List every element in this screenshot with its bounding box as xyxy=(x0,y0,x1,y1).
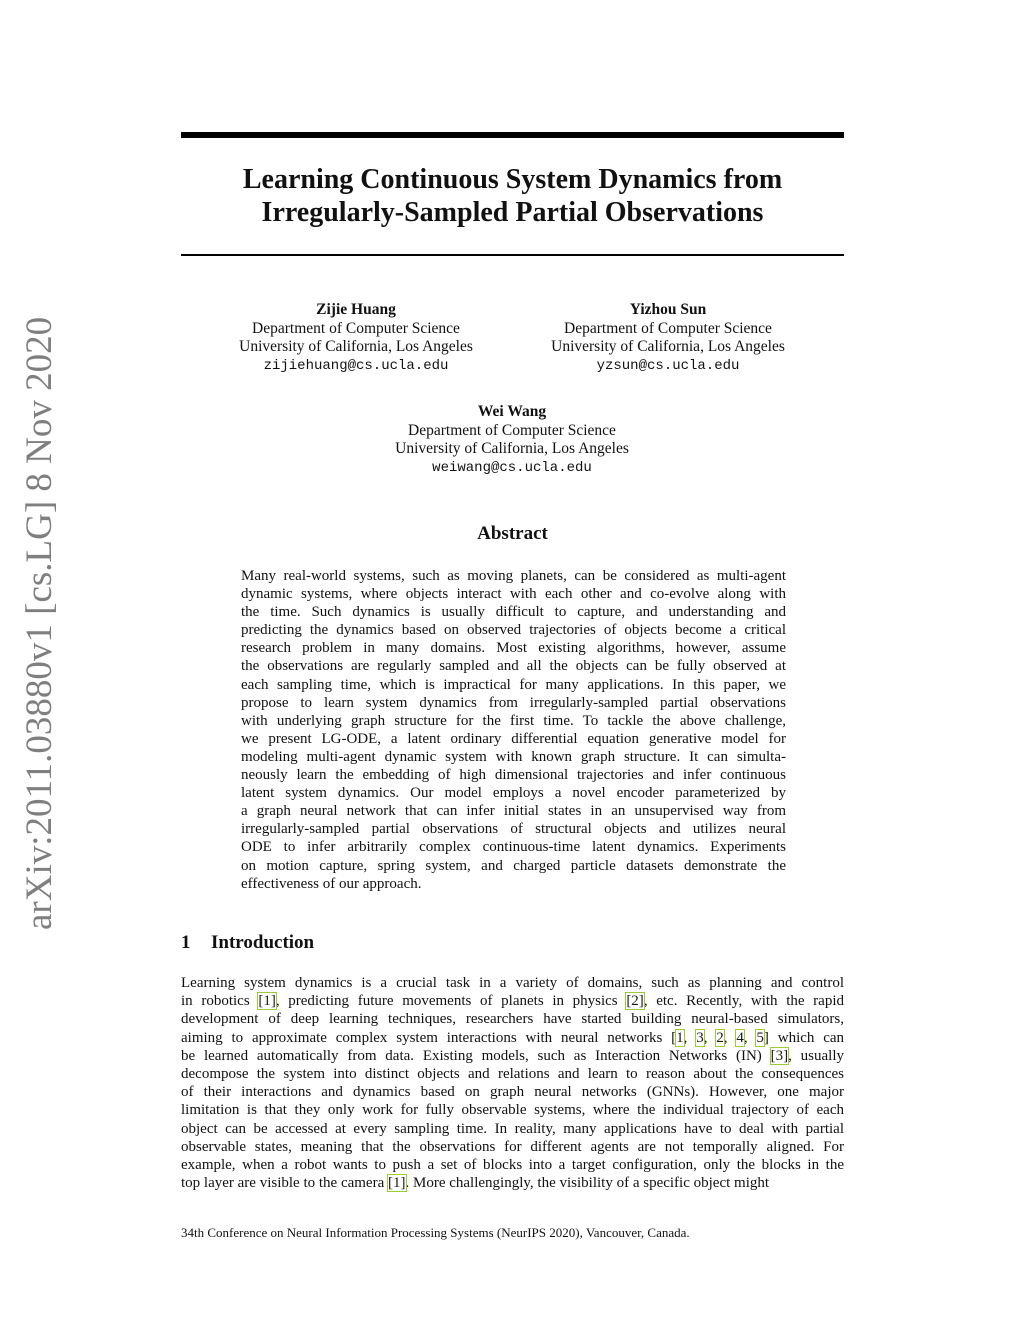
author-email: weiwang@cs.ucla.edu xyxy=(432,459,592,476)
intro-line: Learning system dynamics is a crucial task in a variety of domains, such as planning and control xyxy=(181,975,844,991)
abstract-line: with underlying graph structure for the first time. To tackle the above challenge, xyxy=(241,712,786,729)
abstract-heading: Abstract xyxy=(477,523,548,544)
intro-line: limitation is that they only work for fully observable systems, where the individual trajectory of each xyxy=(181,1102,844,1119)
abstract-line: we present LG-ODE, a latent ordinary differential equation generative model for xyxy=(241,730,786,747)
abstract-line: effectiveness of our approach. xyxy=(241,875,422,892)
intro-line: be learned automatically from data. Existing models, such as Interaction Networks (IN) [3], usually xyxy=(181,1047,844,1064)
abstract-line: predicting the dynamics based on observed trajectories of objects become a critical xyxy=(241,622,786,639)
citation-link[interactable]: 1 xyxy=(676,1029,684,1046)
author-email: zijiehuang@cs.ucla.edu xyxy=(263,357,449,374)
citation-link[interactable]: [2] xyxy=(626,993,644,1010)
abstract-line: research problem in many domains. Most existing algorithms, however, assume xyxy=(241,640,786,657)
intro-line: top layer are visible to the camera [1]. More challengingly, the visibility of a specific object might xyxy=(181,1175,770,1192)
author-email: yzsun@cs.ucla.edu xyxy=(596,357,740,374)
top-rule xyxy=(181,132,844,138)
abstract-line: each sampling time, which is impractical for many applications. In this paper, we xyxy=(241,676,786,693)
author-name: Zijie Huang xyxy=(316,301,396,318)
section-title: Introduction xyxy=(211,932,315,953)
abstract-line: neously learn the embedding of high dimensional trajectories and infer continuous xyxy=(241,767,786,784)
conference-footnote: 34th Conference on Neural Information Processing Systems (NeurIPS 2020), Vancouver, Canada. xyxy=(181,1225,690,1240)
author-university: University of California, Los Angeles xyxy=(395,440,629,457)
author-block-wang xyxy=(362,403,662,477)
intro-line: in robotics [1], predicting future movements of planets in physics [2], etc. Recently, with the rapid xyxy=(181,993,845,1010)
paper-title xyxy=(181,163,844,229)
intro-line: observable states, meaning that the observations for different agents are not temporally aligned. For xyxy=(181,1138,844,1155)
introduction-body xyxy=(181,974,844,1192)
title-line-1: Learning Continuous System Dynamics from xyxy=(242,164,783,195)
author-block-huang xyxy=(206,301,506,375)
author-department: Department of Computer Science xyxy=(564,319,772,337)
intro-line: of their interactions and dynamics based on graph neural networks (GNNs). However, one major xyxy=(181,1084,844,1101)
abstract-line: irregularly-sampled partial observations of structural objects and utilizes neural xyxy=(241,821,786,838)
abstract-line: a graph neural network that can infer initial states in an unsupervised way from xyxy=(241,803,786,820)
abstract-line: the observations are regularly sampled and all the objects can be fully observed at xyxy=(241,658,786,675)
intro-line: object can be accessed at every sampling time. In reality, many applications have to deal with partial xyxy=(181,1120,844,1137)
intro-line: decompose the system into distinct objects and relations and learn to reason about the consequences xyxy=(181,1066,844,1083)
abstract-body xyxy=(241,567,786,893)
abstract-line: Many real-world systems, such as moving planets, can be considered as multi-agent xyxy=(241,568,786,584)
citation-link[interactable]: 2 xyxy=(716,1029,724,1046)
section-number: 1 xyxy=(181,932,191,953)
author-name: Yizhou Sun xyxy=(629,301,707,318)
abstract-line: the time. Such dynamics is usually difficult to capture, and understanding and xyxy=(241,604,786,621)
author-department: Department of Computer Science xyxy=(408,421,616,439)
citation-link[interactable]: 4 xyxy=(736,1029,744,1046)
citation-link[interactable]: [1] xyxy=(388,1175,406,1192)
section-heading-introduction xyxy=(181,932,314,954)
author-university: University of California, Los Angeles xyxy=(239,338,473,355)
title-line-2: Irregularly-Sampled Partial Observations xyxy=(261,197,764,228)
citation-link[interactable]: [3] xyxy=(770,1047,789,1064)
abstract-line: propose to learn system dynamics from irregularly-sampled partial observations xyxy=(241,694,786,711)
arxiv-stamp: arXiv:2011.03880v1 [cs.LG] 8 Nov 2020 xyxy=(19,316,60,930)
citation-link[interactable]: 5 xyxy=(756,1029,764,1046)
abstract-line: modeling multi-agent dynamic system with known graph structure. It can simulta- xyxy=(241,748,786,765)
author-name: Wei Wang xyxy=(477,403,547,420)
abstract-line: latent system dynamics. Our model employs a novel encoder parameterized by xyxy=(241,785,786,802)
intro-line: example, when a robot wants to push a set of blocks into a target configuration, only the blocks in the xyxy=(181,1157,844,1174)
intro-line: aiming to approximate complex system interactions with neural networks [1, 3, 2, 4, 5] which can xyxy=(181,1029,845,1046)
intro-line: development of deep learning techniques, researchers have started building neural-based simulators, xyxy=(181,1011,844,1028)
title-bottom-rule xyxy=(181,254,844,256)
author-block-sun xyxy=(518,301,818,375)
abstract-line: on motion capture, spring system, and charged particle datasets demonstrate the xyxy=(241,857,786,874)
citation-link[interactable]: 3 xyxy=(696,1029,704,1046)
author-university: University of California, Los Angeles xyxy=(551,338,785,355)
abstract-line: ODE to infer arbitrarily complex continuous-time latent dynamics. Experiments xyxy=(241,839,786,856)
citation-link[interactable]: [1] xyxy=(258,993,276,1010)
author-department: Department of Computer Science xyxy=(252,319,460,337)
abstract-line: dynamic systems, where objects interact with each other and co-evolve along with xyxy=(241,586,786,603)
